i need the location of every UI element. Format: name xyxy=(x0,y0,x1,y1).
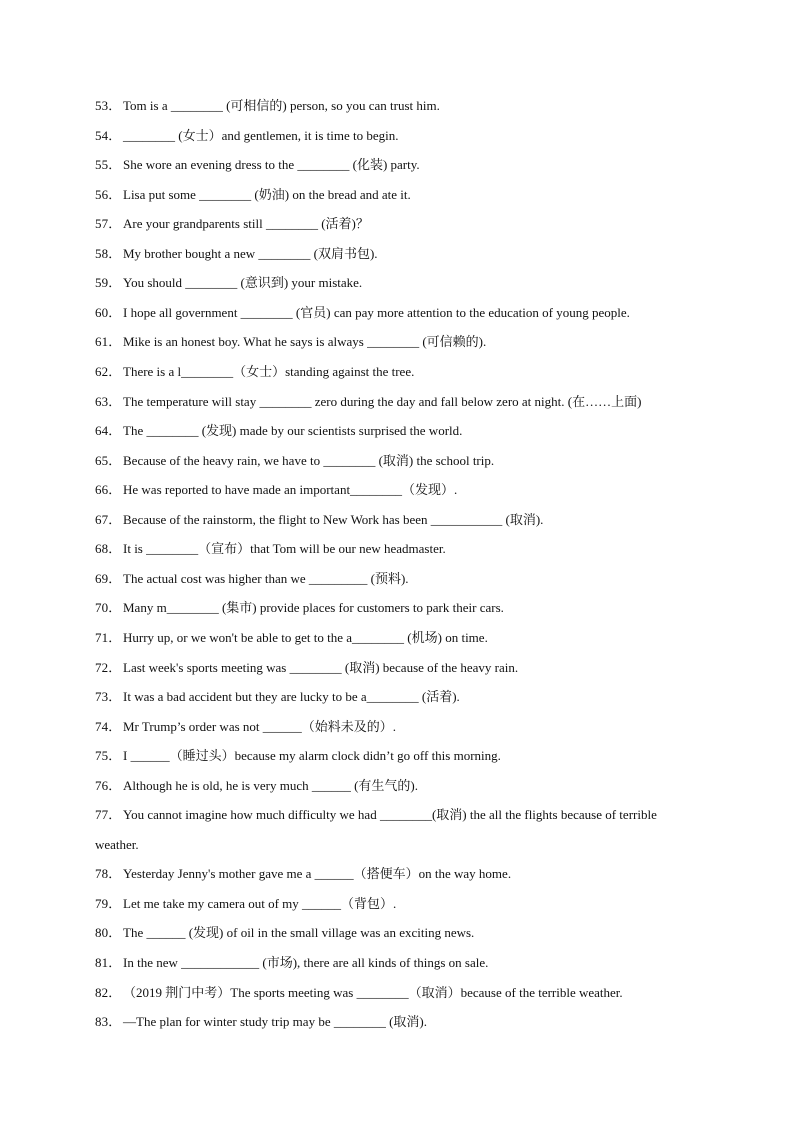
question-text: He was reported to have made an important________（发现）. xyxy=(123,482,458,498)
question-text: Let me take my camera out of my ______（背包）. xyxy=(123,895,397,911)
question-line xyxy=(95,778,418,794)
question-number: 71． xyxy=(95,629,122,645)
question-line xyxy=(95,453,494,469)
question-number: 76． xyxy=(95,777,122,793)
question-line xyxy=(95,364,414,380)
question-text: Yesterday Jenny's mother gave me a ______（搭便车）on the way home. xyxy=(123,866,512,882)
question-text: I ______（睡过头）because my alarm clock didn’t go off this morning. xyxy=(123,748,501,764)
question-line xyxy=(95,630,488,646)
question-number: 81． xyxy=(95,955,122,970)
question-number: 77． xyxy=(95,807,122,823)
question-text: Because of the rainstorm, the flight to New Work has been ___________ (取消). xyxy=(123,511,544,527)
question-text: Lisa put some ________ (奶油) on the bread and ate it. xyxy=(123,186,411,202)
question-line xyxy=(95,482,457,498)
question-text: （2019 荆门中考）The sports meeting was ________（取消）because of the terrible weather. xyxy=(123,984,623,1000)
question-number: 80． xyxy=(95,925,122,941)
question-number: 65． xyxy=(95,452,122,468)
question-number: 59． xyxy=(95,275,122,291)
question-number: 67． xyxy=(95,511,122,527)
question-line xyxy=(95,837,139,853)
question-line xyxy=(95,246,378,262)
question-line xyxy=(95,925,474,941)
question-line xyxy=(95,394,641,410)
question-number: 54． xyxy=(95,127,122,143)
question-line xyxy=(95,128,399,144)
question-line xyxy=(95,866,511,882)
question-text: Many m________ (集市) provide places for customers to park their cars. xyxy=(123,600,504,616)
question-number: 74． xyxy=(95,718,122,734)
question-line xyxy=(95,157,420,173)
question-line xyxy=(95,600,504,616)
question-number: 61． xyxy=(95,334,122,350)
question-text: Are your grandparents still ________ (活着)？ xyxy=(123,216,369,232)
question-line xyxy=(95,216,369,232)
question-text: There is a l________（女士）standing against the tree. xyxy=(123,363,415,379)
question-number: 70． xyxy=(95,600,122,616)
question-number: 58． xyxy=(95,245,122,261)
question-line xyxy=(95,334,486,350)
question-text: The actual cost was higher than we _________ (预料). xyxy=(123,570,409,586)
question-text: You cannot imagine how much difficulty we had ________(取消) the all the flights because of terrible xyxy=(123,807,657,823)
question-text: Although he is old, he is very much ______ (有生气的). xyxy=(123,777,418,793)
question-line xyxy=(95,305,630,321)
question-number: 56． xyxy=(95,186,122,202)
question-number: 83． xyxy=(95,1014,122,1030)
question-line xyxy=(95,187,411,203)
question-text: Last week's sports meeting was ________ (取消) because of the heavy rain. xyxy=(123,659,519,675)
question-line xyxy=(95,423,462,439)
question-text: Tom is a ________ (可相信的) person, so you can trust him. xyxy=(123,98,440,113)
question-number: 73． xyxy=(95,689,122,704)
question-number: 55． xyxy=(95,157,122,173)
question-text: Mr Trump’s order was not ______（始料未及的）. xyxy=(123,718,397,734)
question-text: weather. xyxy=(95,836,139,852)
question-line xyxy=(95,719,396,735)
question-line xyxy=(95,98,440,114)
question-line xyxy=(95,985,623,1001)
question-text: ________ (女士）and gentlemen, it is time to begin. xyxy=(123,127,399,143)
question-number: 66． xyxy=(95,482,122,498)
question-text: My brother bought a new ________ (双肩书包). xyxy=(123,245,378,261)
question-number: 82． xyxy=(95,984,122,1000)
question-text: Because of the heavy rain, we have to ________ (取消) the school trip. xyxy=(123,452,495,468)
question-line xyxy=(95,275,362,291)
question-number: 60． xyxy=(95,304,122,320)
question-number: 53． xyxy=(95,98,122,113)
question-line xyxy=(95,660,518,676)
question-text: —The plan for winter study trip may be ________ (取消). xyxy=(123,1014,427,1030)
question-number: 69． xyxy=(95,570,122,586)
question-text: She wore an evening dress to the ________ (化装) party. xyxy=(123,157,420,173)
question-text: Hurry up, or we won't be able to get to the a________ (机场) on time. xyxy=(123,629,488,645)
question-text: In the new ____________ (市场), there are all kinds of things on sale. xyxy=(123,955,489,970)
question-line xyxy=(95,541,446,557)
question-number: 79． xyxy=(95,895,122,911)
question-number: 68． xyxy=(95,541,122,557)
question-line xyxy=(95,955,488,971)
question-line xyxy=(95,748,501,764)
question-text: The temperature will stay ________ zero during the day and fall below zero at night. (在……上面) xyxy=(123,393,642,409)
question-line xyxy=(95,571,409,587)
question-number: 57． xyxy=(95,216,122,232)
question-text: I hope all government ________ (官员) can pay more attention to the education of young people. xyxy=(123,304,630,320)
question-line xyxy=(95,896,396,912)
question-number: 63． xyxy=(95,393,122,409)
question-number: 62． xyxy=(95,363,122,379)
question-text: Mike is an honest boy. What he says is always ________ (可信赖的). xyxy=(123,334,487,350)
question-number: 78． xyxy=(95,866,122,882)
question-line xyxy=(95,807,657,823)
question-line xyxy=(95,689,460,705)
question-text: You should ________ (意识到) your mistake. xyxy=(123,275,363,291)
question-line xyxy=(95,1014,427,1030)
question-number: 75． xyxy=(95,748,122,764)
question-text: The ________ (发现) made by our scientists surprised the world. xyxy=(123,423,463,439)
question-text: It is ________（宣布）that Tom will be our new headmaster. xyxy=(123,541,446,557)
question-line xyxy=(95,512,543,528)
question-number: 64． xyxy=(95,423,122,439)
question-text: The ______ (发现) of oil in the small village was an exciting news. xyxy=(123,925,475,941)
question-number: 72． xyxy=(95,659,122,675)
question-text: It was a bad accident but they are lucky to be a________ (活着). xyxy=(123,689,460,704)
